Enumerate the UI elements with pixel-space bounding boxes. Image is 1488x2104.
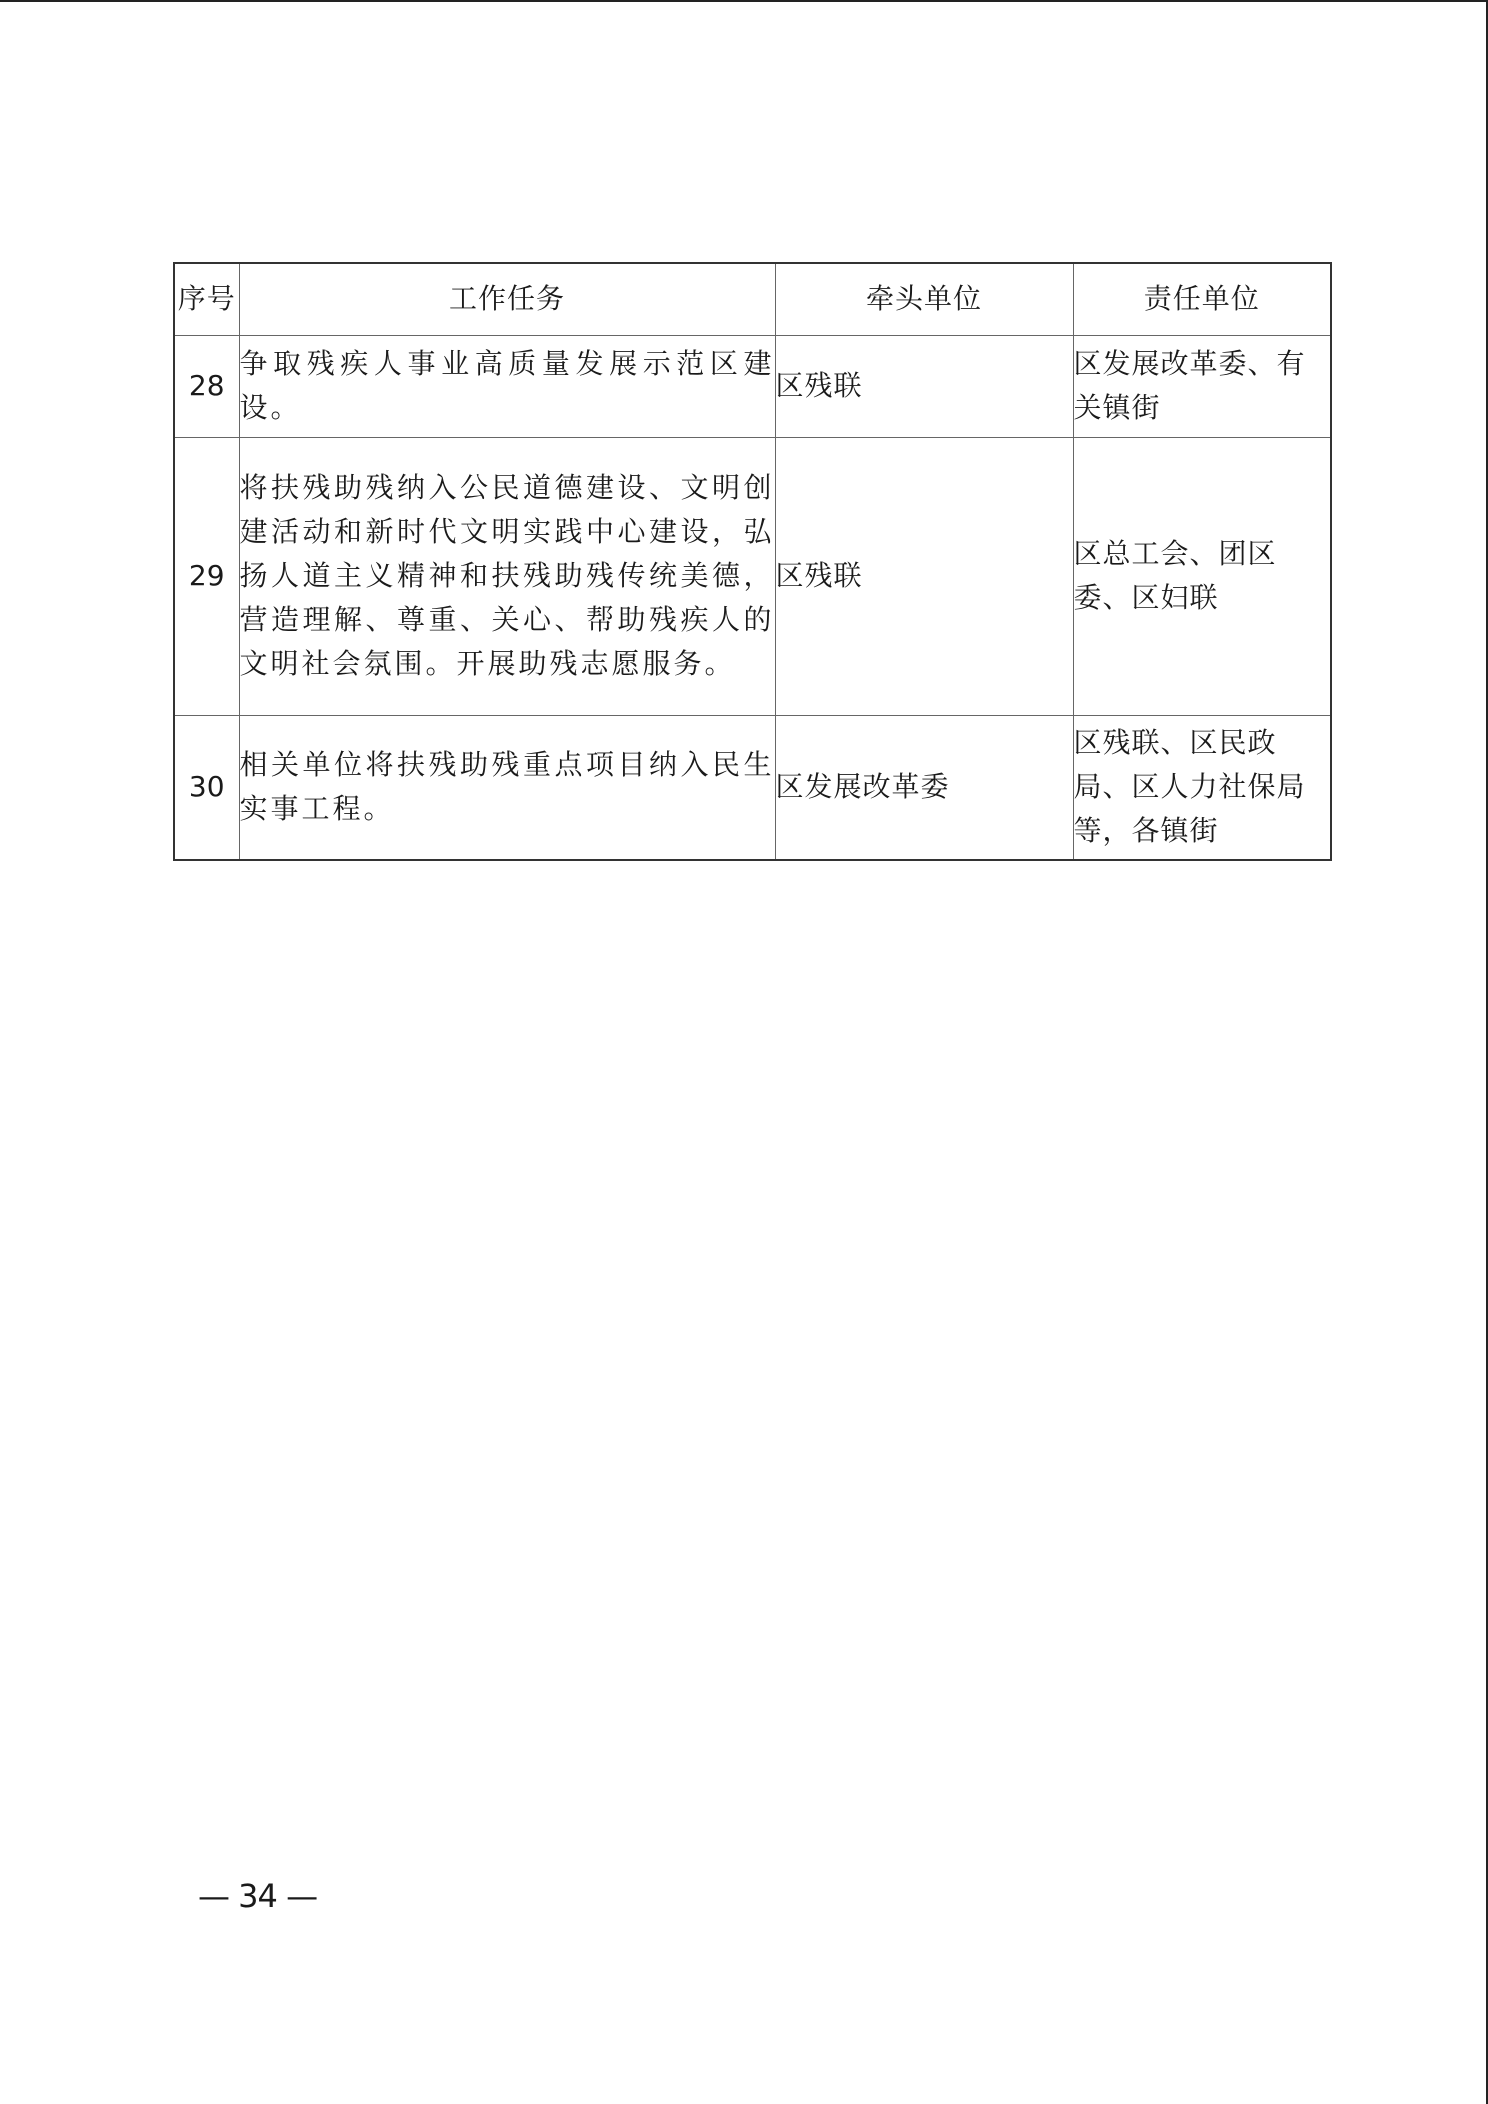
lead-unit: 区残联 xyxy=(775,437,1073,715)
responsible-units: 区残联、区民政局、区人力社保局等，各镇街 xyxy=(1073,715,1331,860)
header-lead: 牵头单位 xyxy=(775,263,1073,335)
task-table xyxy=(173,262,1332,861)
table-row xyxy=(174,715,1331,860)
lead-unit: 区残联 xyxy=(775,335,1073,437)
table-header-row xyxy=(174,263,1331,335)
header-no: 序号 xyxy=(174,263,239,335)
task-text: 争取残疾人事业高质量发展示范区建设。 xyxy=(239,335,775,437)
table-row xyxy=(174,335,1331,437)
table-row xyxy=(174,437,1331,715)
page-number: — 34 — xyxy=(198,1877,318,1915)
header-task: 工作任务 xyxy=(239,263,775,335)
page-top-border xyxy=(0,0,1488,2)
row-number: 29 xyxy=(174,437,239,715)
responsible-units: 区发展改革委、有关镇街 xyxy=(1073,335,1331,437)
header-resp: 责任单位 xyxy=(1073,263,1331,335)
row-number: 30 xyxy=(174,715,239,860)
task-text: 相关单位将扶残助残重点项目纳入民生实事工程。 xyxy=(239,715,775,860)
row-number: 28 xyxy=(174,335,239,437)
responsible-units: 区总工会、团区委、区妇联 xyxy=(1073,437,1331,715)
task-text: 将扶残助残纳入公民道德建设、文明创建活动和新时代文明实践中心建设，弘扬人道主义精神和扶残助残传统美德，营造理解、尊重、关心、帮助残疾人的文明社会氛围。开展助残志愿服务。 xyxy=(239,437,775,715)
lead-unit: 区发展改革委 xyxy=(775,715,1073,860)
